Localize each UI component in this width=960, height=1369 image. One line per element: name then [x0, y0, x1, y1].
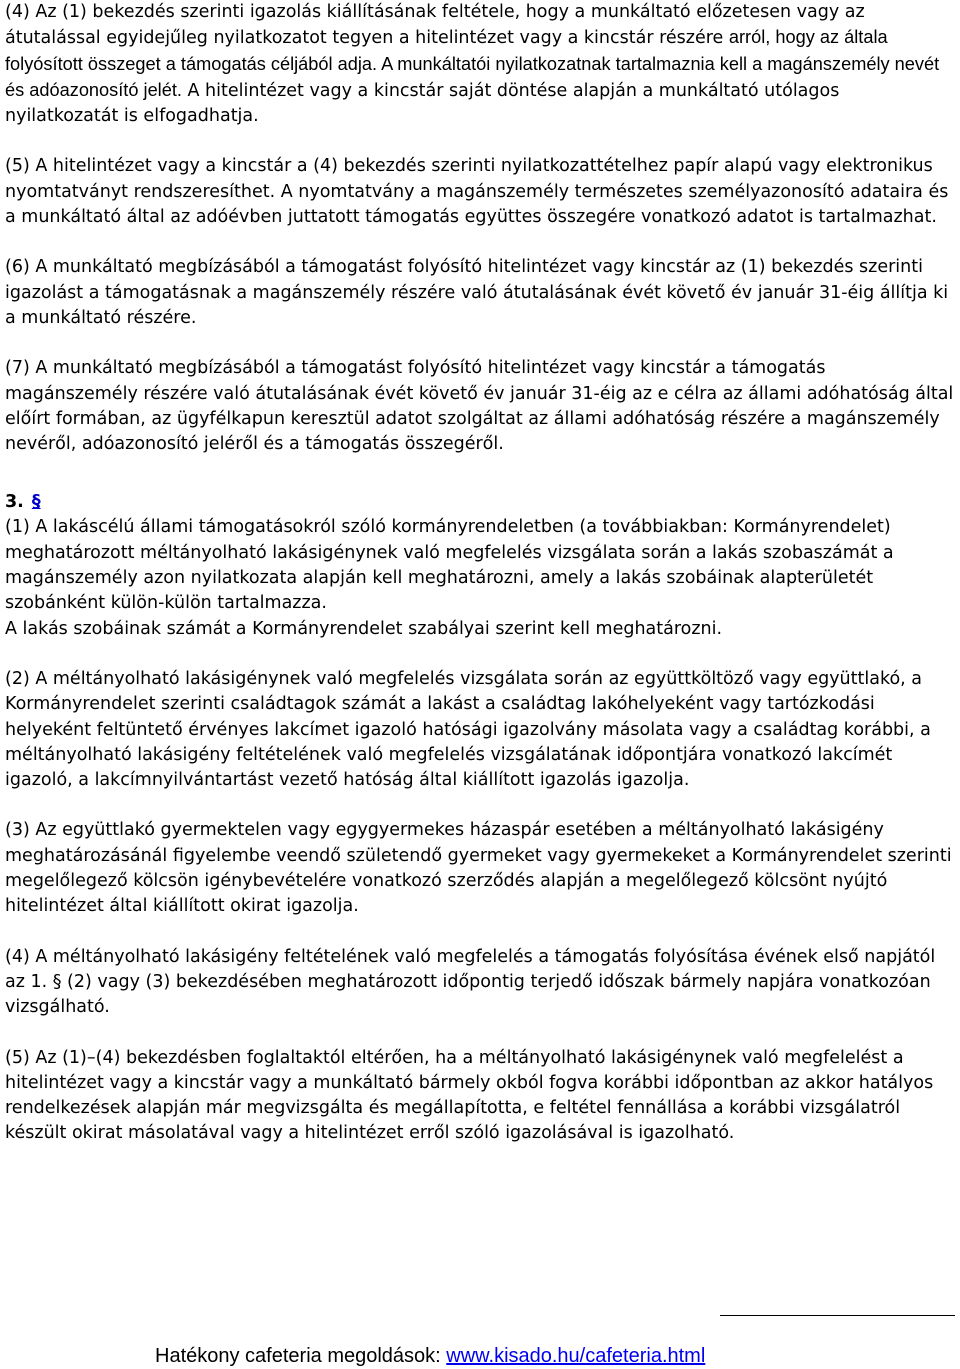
footer-divider — [720, 1315, 955, 1316]
footer-link[interactable]: www.kisado.hu/cafeteria.html — [446, 1345, 706, 1367]
section-number: 3. — [5, 492, 24, 513]
document-page — [5, 0, 957, 1172]
paragraph-2-4 — [5, 0, 957, 129]
section-sign-link[interactable]: § — [31, 492, 41, 513]
paragraph-2-5: (5) A hitelintézet vagy a kincstár a (4) bekezdés szerinti nyilatkozattételhez papír alapú vagy elektronikus nyomtatványt rendszeresíthet. A nyomtatvány a magánszemély természetes személyazonosító adataira és a munkáltató által az adóévben juttatott támogatás együttes összegére vonatkozó adatot is tartalmazhat. — [5, 156, 949, 228]
paragraph-3-1: (1) A lakáscélú állami támogatásokról szóló kormányrendeletben (a továbbiakban: Kormányrendelet) meghatározott méltányolható lakásigénynek való megfelelés vizsgálata során a lakás szobaszámát a magánszemély azon nyilatkozata alapján kell meghatározni, amely a lakás szobáinak alapterületét szobánként külön-külön tartalmazza. — [5, 517, 894, 614]
paragraph-2-6: (6) A munkáltató megbízásából a támogatást folyósító hitelintézet vagy kincstár az (1) bekezdés szerinti igazolást a támogatásnak a magánszemély részére való átutalásának évét követő év január 31-éig állítja ki a munkáltató részére. — [5, 257, 949, 328]
section-heading — [5, 489, 957, 515]
page-footer — [0, 1315, 960, 1367]
paragraph-3-1-extra: A lakás szobáinak számát a Kormányrendelet szabályai szerint kell meghatározni. — [5, 618, 723, 639]
paragraph-text: (4) Az (1) bekezdés szerinti igazolás kiállításának feltétele, hogy a munkáltató előzetesen vagy az átutalással egyidejűleg nyilatkozatot tegyen a hitelintézet vagy a kincstár részére — [5, 2, 865, 49]
paragraph-3-3: (3) Az együttlakó gyermektelen vagy egygyermekes házaspár esetében a méltányolható lakásigény meghatározásánál figyelembe veendő születendő gyermeket vagy gyermekeket a Kormányrendelet szerinti megelőlegező kölcsön igénybevételére vonatkozó szerződés alapján a megelőlegező kölcsönt nyújtó hitelintézet által kiállított okirat igazolja. — [5, 820, 952, 917]
footer-label: Hatékony cafeteria megoldások: — [155, 1345, 447, 1367]
paragraph-3-5: (5) Az (1)–(4) bekezdésben foglaltaktól eltérően, ha a méltányolható lakásigénynek való megfelelést a hitelintézet vagy a kincstár vagy a munkáltató bármely okból fogva korábbi időpontban az akkor hatályos rendelkezések alapján már megvizsgálta és megállapította, e feltétel fennállása a korábbi vizsgálatról készült okirat másolatával vagy a hitelintézet erről szóló igazolásával is igazolható. — [5, 1047, 934, 1144]
paragraph-text: arról, hogy az általa folyósított összeget a támogatás céljából adja. A munkáltatói nyilatkozatnak tartalmaznia kell a magánszemély nevét és adóazonosító jelét. — [5, 27, 940, 100]
footer-text — [155, 1344, 705, 1368]
paragraph-3-2: (2) A méltányolható lakásigénynek való megfelelés vizsgálata során az együttköltöző vagy együttlakó, a Kormányrendelet szerinti családtagok számát a lakást a családtag lakóhelyeként vagy tartózkodási helyeként feltüntető érvényes lakcímet igazoló hatósági igazolvány másolata vagy a családtag korábbi, a méltányolható lakásigény feltételének való megfelelés vizsgálatának időpontjára vonatkozó lakcímét igazoló, a lakcímnyilvántartást vezető hatóság által kiállított igazolás igazolja. — [5, 668, 931, 791]
paragraph-2-7: (7) A munkáltató megbízásából a támogatást folyósító hitelintézet vagy kincstár a támogatás magánszemély részére való átutalásának évét követő év január 31-éig az e célra az állami adóhatóság által előírt formában, az ügyfélkapun keresztül adatot szolgáltat az állami adóhatóság részére a magánszemély nevéről, adóazonosító jeléről és a támogatás összegéről. — [5, 358, 954, 455]
paragraph-3-4: (4) A méltányolható lakásigény feltételének való megfelelés a támogatás folyósítása évének első napjától az 1. § (2) vagy (3) bekezdésében meghatározott időpontig terjedő időszak bármely napjára vonatkozóan vizsgálható. — [5, 946, 936, 1018]
paragraph-text: A hitelintézet vagy a kincstár saját döntése alapján a munkáltató utólagos nyilatkozatát is elfogadhatja. — [5, 80, 840, 127]
